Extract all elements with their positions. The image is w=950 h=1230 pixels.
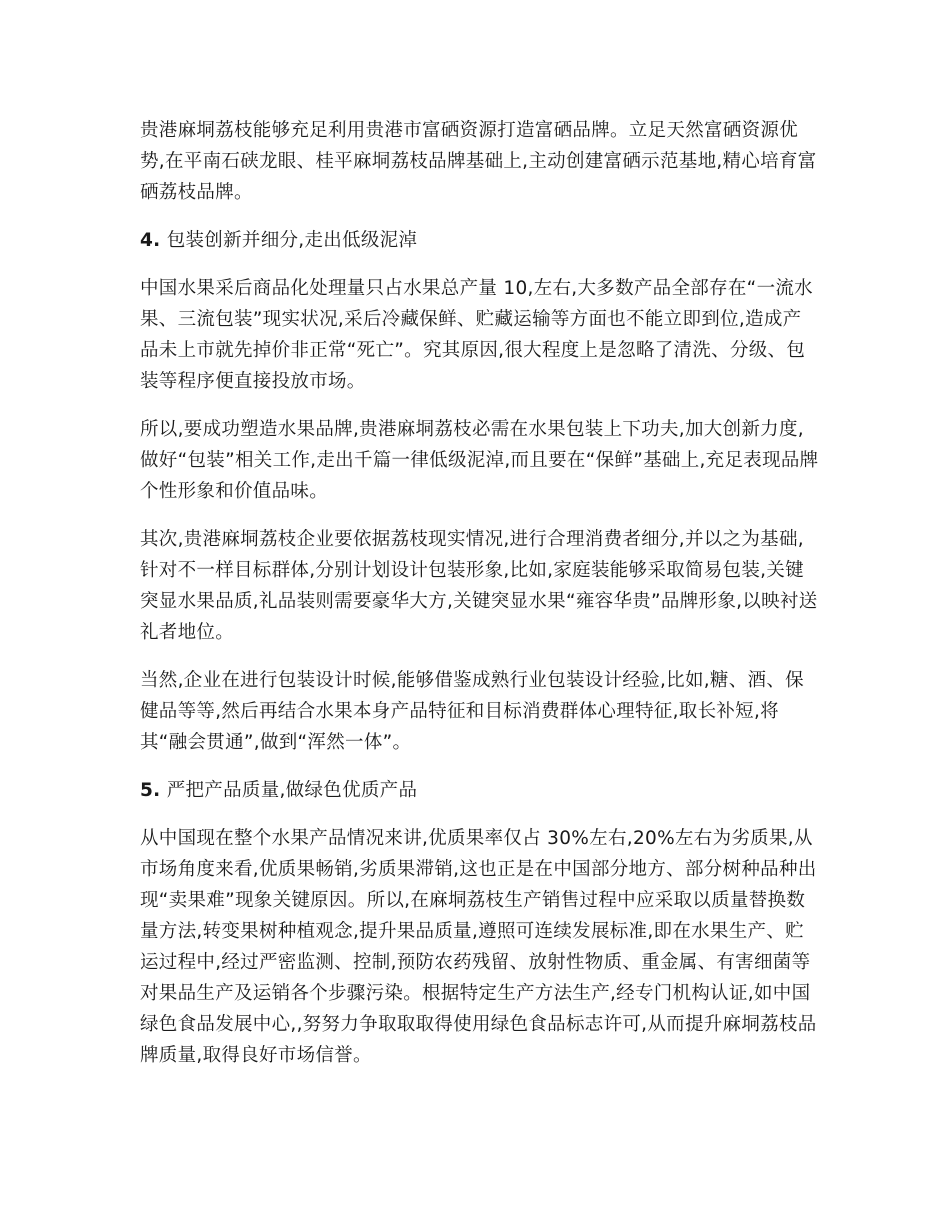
section-heading [140, 225, 820, 256]
paragraph: 贵港麻垌荔枝能够充足利用贵港市富硒资源打造富硒品牌。立足天然富硒资源优势,在平南石硖龙眼、桂平麻垌荔枝品牌基础上,主动创建富硒示范基地,精心培育富硒荔枝品牌。 [140, 120, 817, 203]
section-heading [140, 775, 820, 806]
section-number: 4. [140, 230, 161, 251]
paragraph: 其次,贵港麻垌荔枝企业要依据荔枝现实情况,进行合理消费者细分,并以之为基础,针对不一样目标群体,分别计划设计包装形象,比如,家庭装能够采取简易包装,关键突显水果品质,礼品装则需要豪华大方,关键突显水果“雍容华贵”品牌形象,以映衬送礼者地位。 [140, 529, 818, 643]
document-body [140, 115, 820, 1088]
paragraph: 从中国现在整个水果产品情况来讲,优质果率仅占 30%左右,20%左右为劣质果,从市场角度来看,优质果畅销,劣质果滞销,这也正是在中国部分地方、部分树种品种出现“卖果难”现象关键原因。所以,在麻垌荔枝生产销售过程中应采取以质量替换数量方法,转变果树种植观念,提升果品质量,遵照可连续发展标准,即在水果生产、贮运过程中,经过严密监测、控制,预防农药残留、放射性物质、重金属、有害细菌等对果品生产及运销各个步骤污染。根据特定生产方法生产,经专门机构认证,如中国绿色食品发展中心,,努努力争取取取得使用绿色食品标志许可,从而提升麻垌荔枝品牌质量,取得良好市场信誉。 [140, 828, 817, 1066]
section-number: 5. [140, 780, 161, 801]
section-title: 严把产品质量,做绿色优质产品 [166, 780, 418, 801]
section-title: 包装创新并细分,走出低级泥淖 [166, 230, 418, 251]
paragraph: 中国水果采后商品化处理量只占水果总产量 10,左右,大多数产品全部存在“一流水果、三流包装”现实状况,采后冷藏保鲜、贮藏运输等方面也不能立即到位,造成产品未上市就先掉价非正常“死亡”。究其原因,很大程度上是忽略了清洗、分级、包装等程序便直接投放市场。 [140, 278, 813, 392]
paragraph: 所以,要成功塑造水果品牌,贵港麻垌荔枝必需在水果包装上下功夫,加大创新力度,做好“包装”相关工作,走出千篇一律低级泥淖,而且要在“保鲜”基础上,充足表现品牌个性形象和价值品味。 [140, 419, 819, 502]
paragraph: 当然,企业在进行包装设计时候,能够借鉴成熟行业包装设计经验,比如,糖、酒、保健品等等,然后再结合水果本身产品特征和目标消费群体心理特征,取长补短,将其“融会贯通”,做到“浑然一体”。 [140, 670, 804, 753]
